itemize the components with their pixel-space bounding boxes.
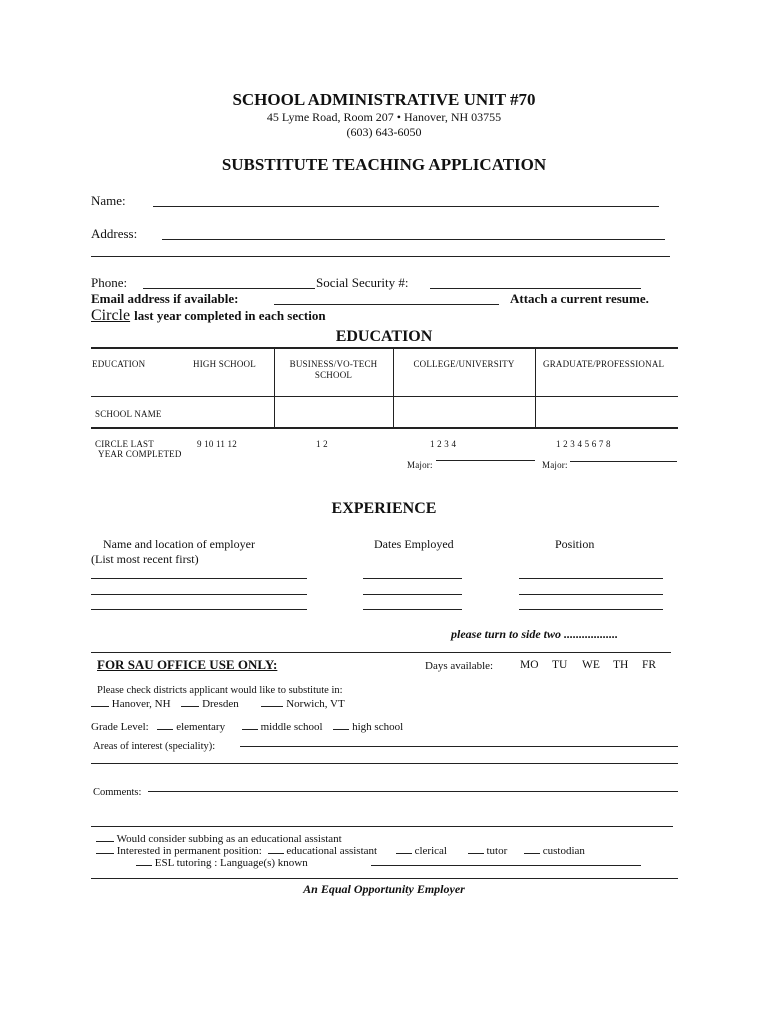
college-years[interactable]: 1 2 3 4 — [430, 439, 457, 449]
perm-educational-assistant: educational assistant — [286, 845, 378, 857]
checkbox-perm-clerical[interactable] — [396, 843, 412, 854]
permanent-text: Interested in permanent position: — [116, 845, 262, 857]
phone-field[interactable] — [143, 288, 315, 289]
areas-field-line-1[interactable] — [240, 746, 678, 747]
ssn-label: Social Security #: — [316, 275, 409, 290]
checkbox-elementary[interactable] — [157, 719, 173, 730]
checkbox-permanent[interactable] — [96, 843, 114, 854]
graduate-major-field[interactable] — [570, 461, 677, 462]
address-field-line-2[interactable] — [91, 256, 670, 257]
district-hanover: Hanover, NH — [111, 698, 171, 710]
graduate-years[interactable]: 1 2 3 4 5 6 7 8 — [556, 439, 611, 449]
grade-high-school: high school — [352, 721, 404, 733]
address-label: Address: — [91, 226, 138, 241]
comments-field-line-2[interactable] — [91, 826, 673, 827]
districts-prompt: Please check districts applicant would like to substitute in: — [97, 685, 343, 696]
ea-text: Would consider subbing as an educational assistant — [116, 833, 342, 845]
row-circle-2: YEAR COMPLETED — [98, 449, 182, 459]
org-phone: (603) 643-6050 — [346, 125, 422, 139]
languages-field[interactable] — [371, 865, 641, 866]
position-field[interactable] — [519, 578, 663, 579]
grade-middle-school: middle school — [260, 721, 323, 733]
col-graduate: GRADUATE/PROFESSIONAL — [543, 359, 665, 369]
col-business-1: BUSINESS/VO-TECH — [289, 359, 378, 369]
comments-field-line-1[interactable] — [148, 791, 678, 792]
day-mo[interactable]: MO — [520, 659, 539, 671]
day-we[interactable]: WE — [582, 659, 600, 671]
college-major-field[interactable] — [436, 460, 535, 461]
col-education: EDUCATION — [92, 359, 146, 369]
col-business-2: SCHOOL — [314, 370, 353, 380]
checkbox-educational-assistant[interactable] — [96, 831, 114, 842]
checkbox-norwich[interactable] — [261, 696, 283, 707]
checkbox-middle-school[interactable] — [242, 719, 258, 730]
checkbox-hanover[interactable] — [91, 696, 109, 707]
areas-label: Areas of interest (speciality): — [93, 741, 216, 752]
grade-elementary: elementary — [176, 721, 226, 733]
checkbox-perm-ea[interactable] — [268, 843, 284, 854]
areas-field-line-2[interactable] — [91, 763, 678, 764]
row-school-name: SCHOOL NAME — [95, 409, 162, 419]
circle-word: Circle — [91, 307, 131, 324]
position-field[interactable] — [519, 609, 663, 610]
checkbox-dresden[interactable] — [181, 696, 199, 707]
employer-field[interactable] — [91, 609, 307, 610]
email-field[interactable] — [274, 304, 499, 305]
dates-field[interactable] — [363, 578, 462, 579]
dates-field[interactable] — [363, 609, 462, 610]
address-field-line-1[interactable] — [162, 239, 665, 240]
section-divider — [91, 652, 671, 653]
education-heading: EDUCATION — [335, 328, 433, 345]
col-high-school: HIGH SCHOOL — [193, 359, 256, 369]
col-dates: Dates Employed — [374, 537, 454, 551]
dates-field[interactable] — [363, 594, 462, 595]
resume-note: Attach a current resume. — [510, 291, 649, 306]
org-name: SCHOOL ADMINISTRATIVE UNIT #70 — [232, 90, 536, 109]
form-title: SUBSTITUTE TEACHING APPLICATION — [221, 155, 547, 174]
col-position: Position — [555, 537, 595, 551]
name-field[interactable] — [153, 206, 659, 207]
day-th[interactable]: TH — [613, 659, 629, 671]
experience-heading: EXPERIENCE — [331, 500, 437, 517]
checkbox-perm-custodian[interactable] — [524, 843, 540, 854]
footer-divider — [91, 878, 678, 879]
comments-label: Comments: — [93, 787, 142, 798]
email-label: Email address if available: — [91, 291, 239, 306]
eoe-statement: An Equal Opportunity Employer — [303, 882, 465, 896]
employer-field[interactable] — [91, 594, 307, 595]
checkbox-esl[interactable] — [136, 855, 152, 866]
business-years[interactable]: 1 2 — [316, 439, 328, 449]
checkbox-perm-tutor[interactable] — [468, 843, 484, 854]
position-field[interactable] — [519, 594, 663, 595]
name-label: Name: — [91, 193, 126, 208]
perm-clerical: clerical — [414, 845, 447, 857]
day-fr[interactable]: FR — [642, 659, 657, 671]
grade-level-label: Grade Level: — [91, 721, 149, 733]
graduate-major-label: Major: — [542, 460, 568, 470]
org-address: 45 Lyme Road, Room 207 • Hanover, NH 03755 — [266, 110, 502, 124]
college-major-label: Major: — [407, 460, 433, 470]
row-circle-1: CIRCLE LAST — [95, 439, 154, 449]
checkbox-high-school[interactable] — [333, 719, 349, 730]
day-tu[interactable]: TU — [552, 659, 568, 671]
turn-page-note: please turn to side two .................. — [451, 627, 619, 641]
district-norwich: Norwich, VT — [286, 698, 345, 710]
phone-label: Phone: — [91, 275, 128, 290]
employer-field[interactable] — [91, 578, 307, 579]
office-use-heading: FOR SAU OFFICE USE ONLY: — [97, 657, 278, 672]
esl-text: ESL tutoring : Language(s) known — [154, 857, 308, 869]
hs-years[interactable]: 9 10 11 12 — [197, 439, 237, 449]
circle-instruction: last year completed in each section — [134, 308, 326, 323]
col-employer: Name and location of employer — [103, 537, 255, 551]
days-label: Days available: — [425, 660, 494, 672]
col-college: COLLEGE/UNIVERSITY — [413, 359, 515, 369]
col-employer-note: (List most recent first) — [91, 552, 199, 566]
perm-tutor: tutor — [486, 845, 508, 857]
district-dresden: Dresden — [202, 698, 239, 710]
perm-custodian: custodian — [542, 845, 585, 857]
ssn-field[interactable] — [430, 288, 641, 289]
